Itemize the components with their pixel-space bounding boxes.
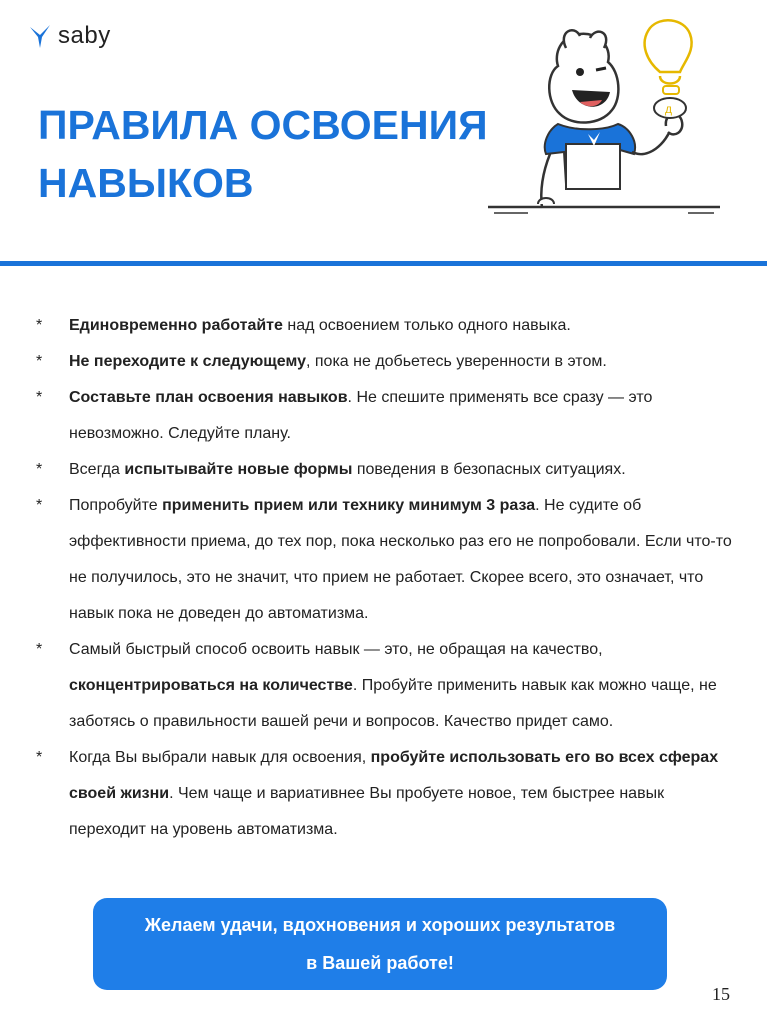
rule-text: над освоением только одного навыка. [282,317,571,334]
bulb-letter: д [665,102,673,116]
rules-list [36,308,736,848]
title-line-1: ПРАВИЛА ОСВОЕНИЯ [38,102,488,148]
saby-logo [28,22,111,50]
rule-text: . Пробуйте применить навык как можно чаще, не заботясь о правильности вашей речи и вопросов. Качество придет само. [69,677,717,730]
list-item [36,344,736,380]
rule-text: . Не спешите применять все сразу — это невозможно. Следуйте плану. [69,389,653,442]
list-item [36,452,736,488]
list-item [36,740,736,848]
list-item [36,308,736,344]
title-line-2: НАВЫКОВ [38,160,254,206]
mascot-character-with-lightbulb-icon [488,14,720,242]
closing-banner [93,898,667,990]
rule-text: , пока не добьетесь уверенности в этом. [305,353,607,370]
rule-text: . Чем чаще и вариативнее Вы пробуете новое, тем быстрее навык переходит на уровень автоматизма. [69,785,665,838]
saby-logo-icon [28,23,52,49]
bullet-star: * [36,749,43,766]
rule-bold: Составьте план освоения навыков [69,389,348,406]
rule-bold: испытывайте новые формы [124,461,353,478]
list-item [36,488,736,632]
bullet-star: * [36,317,43,334]
page-title [38,96,508,212]
rule-text: . Не судите об эффективности приема, до тех пор, пока несколько раз его не попробовали. Если что-то не получилось, это не значит, что прием не работает. Скорее всего, это означает, что навык пока не доведен до автоматизма. [69,497,732,622]
rule-bold: сконцентрироваться на количестве [69,677,353,694]
rule-text: поведения в безопасных ситуациях. [352,461,626,478]
bullet-star: * [36,461,43,478]
banner-line-2: в Вашей работе! [306,953,454,973]
header-divider [0,261,767,266]
bullet-star: * [36,389,43,406]
rule-prefix: Когда Вы выбрали навык для освоения, [69,749,371,766]
rule-bold: Не переходите к следующему [69,353,306,370]
bullet-star: * [36,641,43,658]
rule-prefix: Попробуйте [69,497,163,514]
rule-bold: Единовременно работайте [69,317,283,334]
logo-text: saby [58,22,111,49]
rule-bold: применить прием или технику минимум 3 раза [162,497,536,514]
rule-prefix: Самый быстрый способ освоить навык — это, не обращая на качество, [69,641,603,658]
banner-line-1: Желаем удачи, вдохновения и хороших результатов [144,915,616,935]
rule-prefix: Всегда [69,461,125,478]
rule-bold: пробуйте использовать его во всех сферах своей жизни [69,749,719,802]
list-item [36,632,736,740]
page-number: 15 [712,984,730,1004]
bullet-star: * [36,353,43,370]
bullet-star: * [36,497,43,514]
list-item [36,380,736,452]
